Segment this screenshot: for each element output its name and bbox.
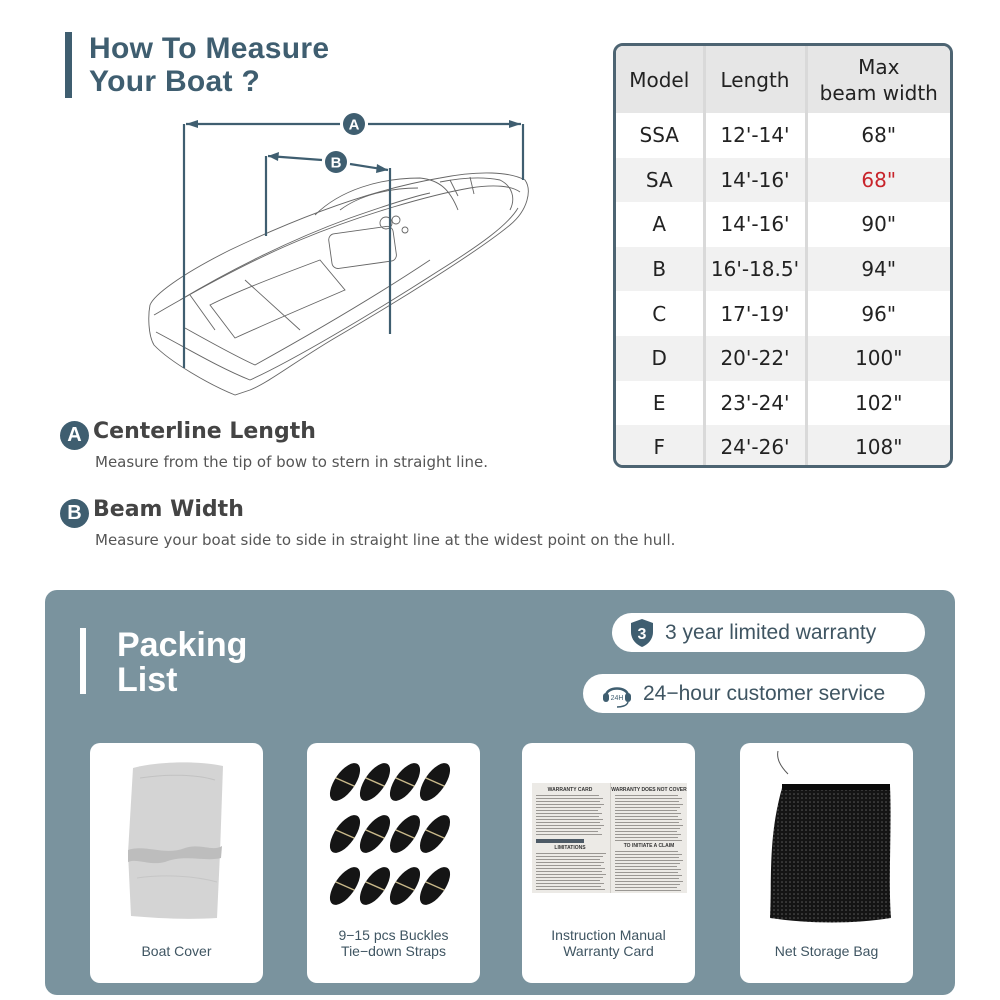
- page-title: [89, 32, 329, 98]
- beam-width-cell: 96": [861, 301, 897, 326]
- page-title-line-1: How To Measure: [89, 32, 330, 65]
- title-accent-bar: [65, 32, 72, 98]
- instruction-manual-label: Instruction Manual Warranty Card: [551, 927, 666, 959]
- header-max-beam-width: [806, 46, 950, 113]
- strap-roll: [414, 758, 456, 806]
- length-cell: 16'-18.5': [704, 247, 806, 292]
- boat-diagram: [140, 100, 540, 400]
- net-storage-bag-image: [760, 748, 895, 923]
- customer-service-badge: [583, 674, 925, 713]
- centerline-length-description: Measure from the tip of bow to stern in straight line.: [95, 453, 488, 471]
- strap-roll: [329, 862, 366, 908]
- svg-text:WARRANTY CARD: WARRANTY CARD: [547, 787, 593, 793]
- net-storage-bag-label: Net Storage Bag: [774, 943, 879, 959]
- packing-item-net-storage-bag: [740, 743, 913, 983]
- model-cell: E: [616, 381, 704, 426]
- header-beam-line-2: beam width: [819, 80, 938, 105]
- table-row: [616, 291, 950, 336]
- beam-width-cell: 68": [861, 167, 897, 192]
- beam-width-title: Beam Width: [93, 497, 244, 522]
- tie-down-straps-image: [329, 758, 459, 908]
- length-cell: 14'-16': [704, 202, 806, 247]
- table-row: [616, 336, 950, 381]
- size-chart-table: [613, 43, 953, 468]
- strap-roll: [384, 758, 426, 806]
- label-b-marker: [325, 151, 347, 173]
- packing-list-title: [117, 628, 247, 698]
- label-a-marker: [343, 113, 365, 135]
- svg-text:TO INITIATE A CLAIM: TO INITIATE A CLAIM: [623, 843, 675, 849]
- strap-roll: [329, 810, 366, 858]
- model-cell: C: [616, 291, 704, 336]
- beam-width-cell: 94": [861, 257, 897, 282]
- table-row: [616, 158, 950, 203]
- tie-down-straps-label: 9−15 pcs Buckles Tie−down Straps: [338, 927, 449, 959]
- packing-item-tie-down-straps: [307, 743, 480, 983]
- length-cell: 14'-16': [704, 158, 806, 203]
- packing-item-instruction-manual: [522, 743, 695, 983]
- shield-3-icon: [629, 618, 655, 648]
- table-header-row: [616, 46, 950, 113]
- svg-text:24H: 24H: [610, 694, 624, 702]
- label-b-text: B: [330, 154, 342, 172]
- model-cell: A: [616, 202, 704, 247]
- length-cell: 24'-26': [704, 425, 806, 468]
- header-model: Model: [616, 46, 704, 113]
- packing-item-boat-cover: [90, 743, 263, 983]
- measure-lines: [184, 124, 523, 368]
- packing-list-panel: [45, 590, 955, 995]
- table-row: [616, 202, 950, 247]
- strap-roll: [384, 810, 426, 858]
- boat-outline: [149, 173, 528, 395]
- strap-roll: [384, 862, 426, 908]
- packing-title-line-1: Packing: [117, 626, 248, 664]
- header-beam-line-1: Max: [858, 54, 900, 79]
- table-row: [616, 425, 950, 468]
- model-cell: SSA: [616, 113, 704, 158]
- length-cell: 20'-22': [704, 336, 806, 381]
- packing-accent-bar: [80, 628, 86, 694]
- beam-width-description: Measure your boat side to side in straight line at the widest point on the hull.: [95, 531, 676, 549]
- beam-width-cell: 100": [855, 346, 903, 371]
- strap-roll: [329, 758, 366, 806]
- length-cell: 12'-14': [704, 113, 806, 158]
- length-cell: 17'-19': [704, 291, 806, 336]
- model-cell: B: [616, 247, 704, 292]
- strap-roll: [414, 862, 456, 908]
- centerline-length-title: Centerline Length: [93, 419, 316, 444]
- header-length: Length: [704, 46, 806, 113]
- warranty-card-image: [532, 783, 687, 893]
- strap-roll: [354, 758, 396, 806]
- badge-a-icon: A: [60, 421, 89, 450]
- model-cell: F: [616, 425, 704, 468]
- beam-width-cell: 68": [861, 123, 897, 148]
- svg-text:LIMITATIONS: LIMITATIONS: [554, 845, 586, 851]
- beam-width-cell: 108": [855, 435, 903, 460]
- customer-service-label: 24−hour customer service: [643, 681, 886, 705]
- warranty-badge: [612, 613, 925, 652]
- svg-text:3: 3: [637, 625, 647, 643]
- warranty-label: 3 year limited warranty: [665, 620, 877, 644]
- model-cell: SA: [616, 158, 704, 203]
- table-row: [616, 381, 950, 426]
- table-row: [616, 113, 950, 158]
- boat-cover-image: [125, 758, 225, 923]
- model-cell: D: [616, 336, 704, 381]
- length-cell: 23'-24': [704, 381, 806, 426]
- svg-text:WARRANTY DOES NOT COVER: WARRANTY DOES NOT COVER: [611, 787, 687, 793]
- strap-roll: [354, 810, 396, 858]
- strap-roll: [414, 810, 456, 858]
- beam-width-cell: 102": [855, 390, 903, 415]
- badge-b-icon: B: [60, 499, 89, 528]
- beam-width-cell: 90": [861, 212, 897, 237]
- packing-title-line-2: List: [117, 661, 178, 699]
- page-title-line-2: Your Boat ?: [89, 65, 261, 98]
- strap-roll: [354, 862, 396, 908]
- table-row: [616, 247, 950, 292]
- label-a-text: A: [348, 116, 360, 134]
- headset-24h-icon: [601, 679, 633, 709]
- boat-cover-label: Boat Cover: [141, 943, 212, 959]
